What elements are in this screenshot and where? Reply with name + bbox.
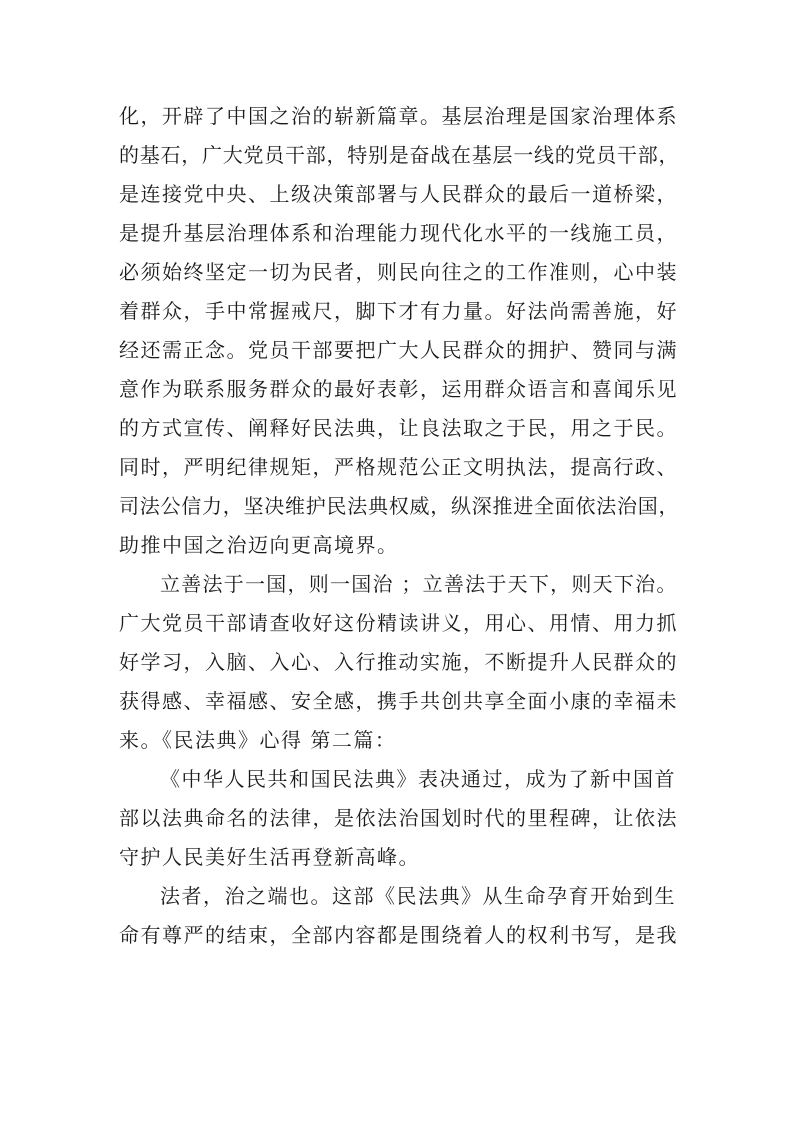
text-line: 是提升基层治理体系和治理能力现代化水平的一线施工员， [119,221,678,245]
text-line: 好学习，入脑、入心、入行推动实施，不断提升人民群众的 [119,650,678,674]
text-line: 司法公信力，坚决维护民法典权威，纵深推进全面依法治国， [119,494,680,518]
text-line: 来。《民法典》心得 第二篇： [119,728,397,752]
text-line: 的基石，广大党员干部，特别是奋战在基层一线的党员干部， [119,143,680,167]
text-line: 同时，严明纪律规矩，严格规范公正文明执法，提高行政、 [119,455,678,479]
paragraph-first-line: 《中华人民共和国民法典》表决通过，成为了新中国首 [160,767,676,791]
paragraph-first-line: 法者，治之端也。这部《民法典》从生命孕育开始到生 [160,884,676,908]
text-line: 助推中国之治迈向更高境界。 [119,533,399,557]
text-line: 的方式宣传、阐释好民法典，让良法取之于民，用之于民。 [119,416,678,440]
text-line: 着群众，手中常握戒尺，脚下才有力量。好法尚需善施，好 [119,299,678,323]
text-line: 是连接党中央、上级决策部署与人民群众的最后一道桥梁， [119,182,678,206]
text-line: 部以法典命名的法律，是依法治国划时代的里程碑，让依法 [119,806,678,830]
text-line: 守护人民美好生活再登新高峰。 [119,845,420,869]
text-line: 获得感、幸福感、安全感，携手共创共享全面小康的幸福未 [119,689,678,713]
text-line: 必须始终坚定一切为民者，则民向往之的工作准则，心中装 [119,260,678,284]
text-line: 经还需正念。党员干部要把广大人民群众的拥护、赞同与满 [119,338,678,362]
text-line: 化，开辟了中国之治的崭新篇章。基层治理是国家治理体系 [119,104,678,128]
text-line: 广大党员干部请查收好这份精读讲义，用心、用情、用力抓 [119,611,678,635]
paragraph-first-line: 立善法于一国，则一国治 ；立善法于天下，则天下治。 [160,572,678,596]
text-line: 意作为联系服务群众的最好表彰，运用群众语言和喜闻乐见 [119,377,678,401]
text-line: 命有尊严的结束，全部内容都是围绕着人的权利书写，是我 [119,923,678,947]
